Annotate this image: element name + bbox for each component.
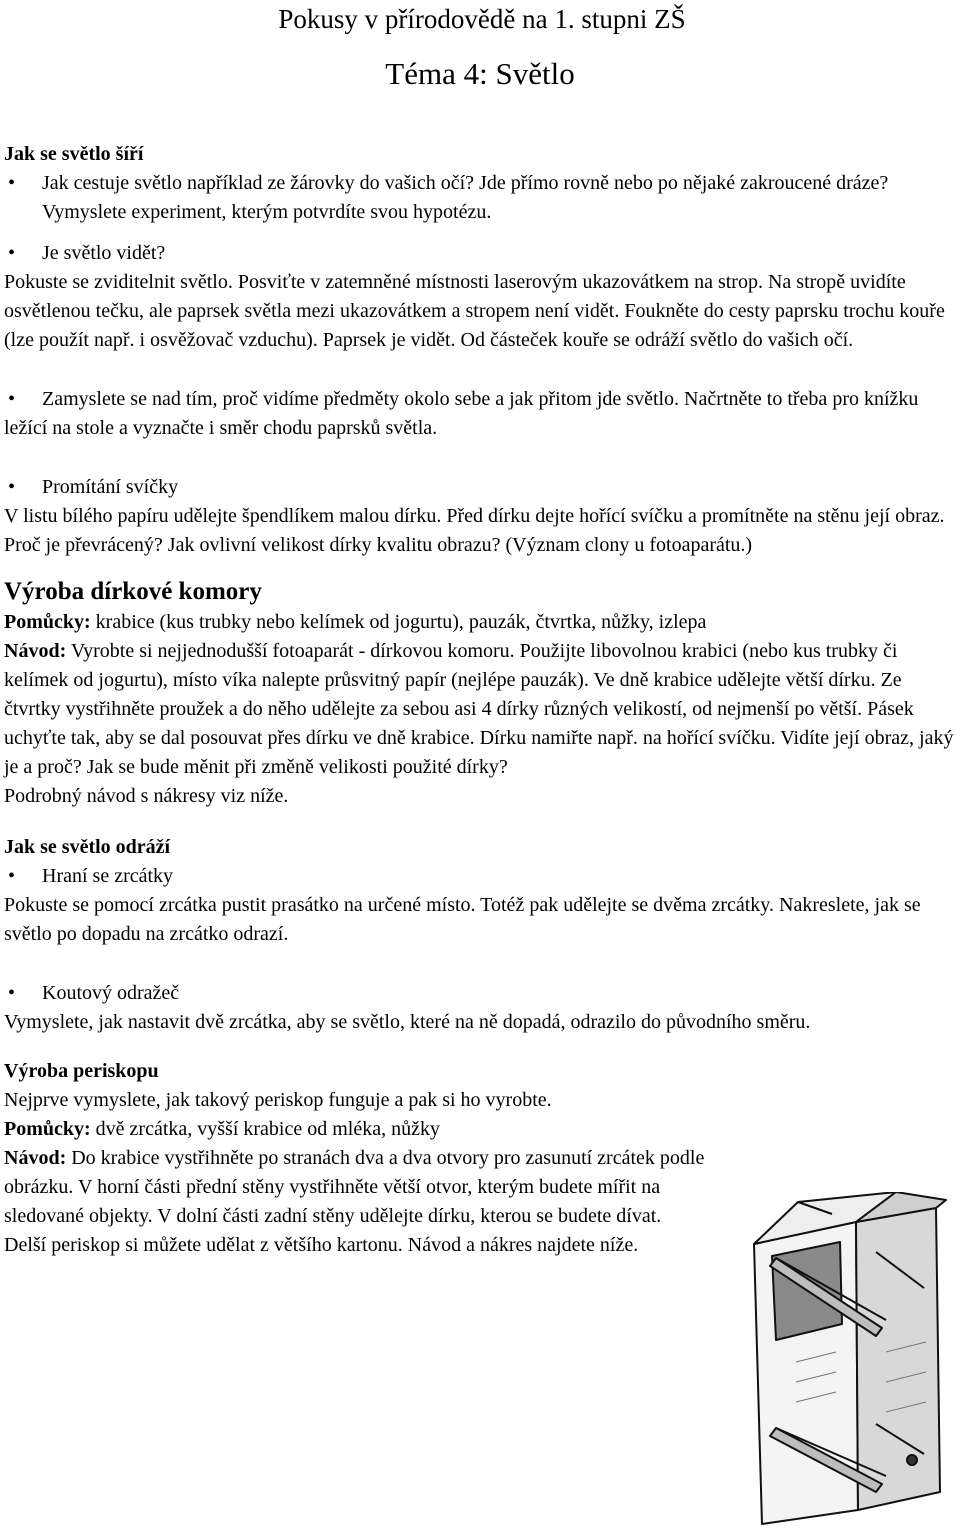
bullet-light-travel: • Jak cestuje světlo například ze žárovky do vašich očí? Jde přímo rovně nebo po nějaké zakroucené dráze? Vymyslete experiment, kterým potvrdíte svou hypotézu. — [4, 169, 956, 227]
guide-label: Návod: — [4, 1147, 67, 1169]
paragraph-mirrors: Pokuste se pomocí zrcátka pustit prasátko na určené místo. Totéž pak udělejte se dvěma zrcátky. Nakreslete, jak se světlo po dopadu na zrcátko odrazí. — [4, 894, 921, 945]
pinhole-tools — [4, 608, 956, 637]
section-heading-reflection: Jak se světlo odráží — [4, 836, 171, 858]
section-heading-periscope: Výroba periskopu — [4, 1060, 159, 1082]
topic-title: Téma 4: Světlo — [385, 56, 575, 91]
pinhole-guide — [4, 637, 956, 782]
bullet-see-objects-text: Zamyslete se nad tím, proč vidíme předměty okolo sebe a jak přitom jde světlo. Načrtněte to třeba pro knížku ležící na stole a vyznačte i směr chodu paprsků světla. — [4, 388, 919, 439]
pinhole-more: Podrobný návod s nákresy viz níže. — [4, 785, 289, 807]
tools-label: Pomůcky: — [4, 1118, 91, 1140]
tools-text: dvě zrcátka, vyšší krabice od mléka, nůžky — [90, 1118, 440, 1140]
periscope-more: Delší periskop si můžete udělat z většího kartonu. Návod a nákres najdete níže. — [4, 1234, 639, 1256]
paragraph-corner-reflector: Vymyslete, jak nastavit dvě zrcátka, aby se světlo, které na ně dopadá, odrazilo do původního směru. — [4, 1011, 811, 1033]
periscope-drawing — [736, 1192, 960, 1526]
periscope-illustration — [736, 1192, 960, 1526]
bullet-see-objects — [4, 385, 956, 443]
bullet-corner-reflector: • Koutový odražeč — [4, 979, 956, 1008]
tools-text: krabice (kus trubky nebo kelímek od jogurtu), pauzák, čtvrtka, nůžky, izlepa — [90, 611, 707, 633]
document-title: Pokusy v přírodovědě na 1. stupni ZŠ — [278, 4, 686, 34]
bullet-light-visible: • Je světlo vidět? — [4, 239, 956, 268]
periscope-guide — [4, 1144, 744, 1231]
section-heading-light-spread: Jak se světlo šíří — [4, 143, 144, 165]
guide-label: Návod: — [4, 640, 67, 662]
tools-label: Pomůcky: — [4, 611, 91, 633]
paragraph-candle-projection: V listu bílého papíru udělejte špendlíkem malou dírku. Před dírku dejte hořící svíčku a promítněte na stěnu její obraz. Proč je převrácený? Jak ovlivní velikost dírky kvalitu obrazu? (Význam clony u fotoaparátu.) — [4, 505, 945, 556]
section-heading-pinhole-camera: Výroba dírkové komory — [4, 578, 262, 605]
bullet-candle-projection: • Promítání svíčky — [4, 473, 956, 502]
bullet-mirrors: • Hraní se zrcátky — [4, 862, 956, 891]
guide-text: Vyrobte si nejjednodušší fotoaparát - dírkovou komoru. Použijte libovolnou krabici (nebo kus trubky či kelímek od jogurtu), místo víka nalepte průsvitný papír (nejlépe pauzák). Ve dně krabice udělejte větší dírku. Ze čtvrtky vystřihněte proužek a do něho udělejte za sebou asi 4 dírky různých velikostí, od nejmenší po větší. Pásek uchyťte tak, aby se dal posouvat přes dírku ve dně krabice. Dírku namiřte např. na hořící svíčku. Vidíte její obraz, jaký je a proč? Jak se bude měnit při změně velikosti použité dírky? — [4, 640, 954, 778]
bullet-icon: • — [8, 388, 16, 410]
paragraph-light-visible: Pokuste se zviditelnit světlo. Posviťte v zatemněné místnosti laserovým ukazovátkem na strop. Na stropě uvidíte osvětlenou tečku, ale paprsek světla mezi ukazovátkem a stropem není vidět. Foukněte do cesty paprsku trochu kouře (lze použít např. i osvěžovač vzduchu). Paprsek je vidět. Od částeček kouře se odráží světlo do vašich očí. — [4, 271, 945, 351]
periscope-tools — [4, 1115, 744, 1144]
periscope-intro: Nejprve vymyslete, jak takový periskop funguje a pak si ho vyrobte. — [4, 1089, 552, 1111]
document-page — [4, 0, 956, 1260]
guide-text: Do krabice vystřihněte po stranách dva a dva otvory pro zasunutí zrcátek podle obrázku. V horní části přední stěny vystřihněte větší otvor, kterým budete mířit na sledované objekty. V dolní části zadní stěny udělejte dírku, kterou se budete dívat. — [4, 1147, 705, 1227]
